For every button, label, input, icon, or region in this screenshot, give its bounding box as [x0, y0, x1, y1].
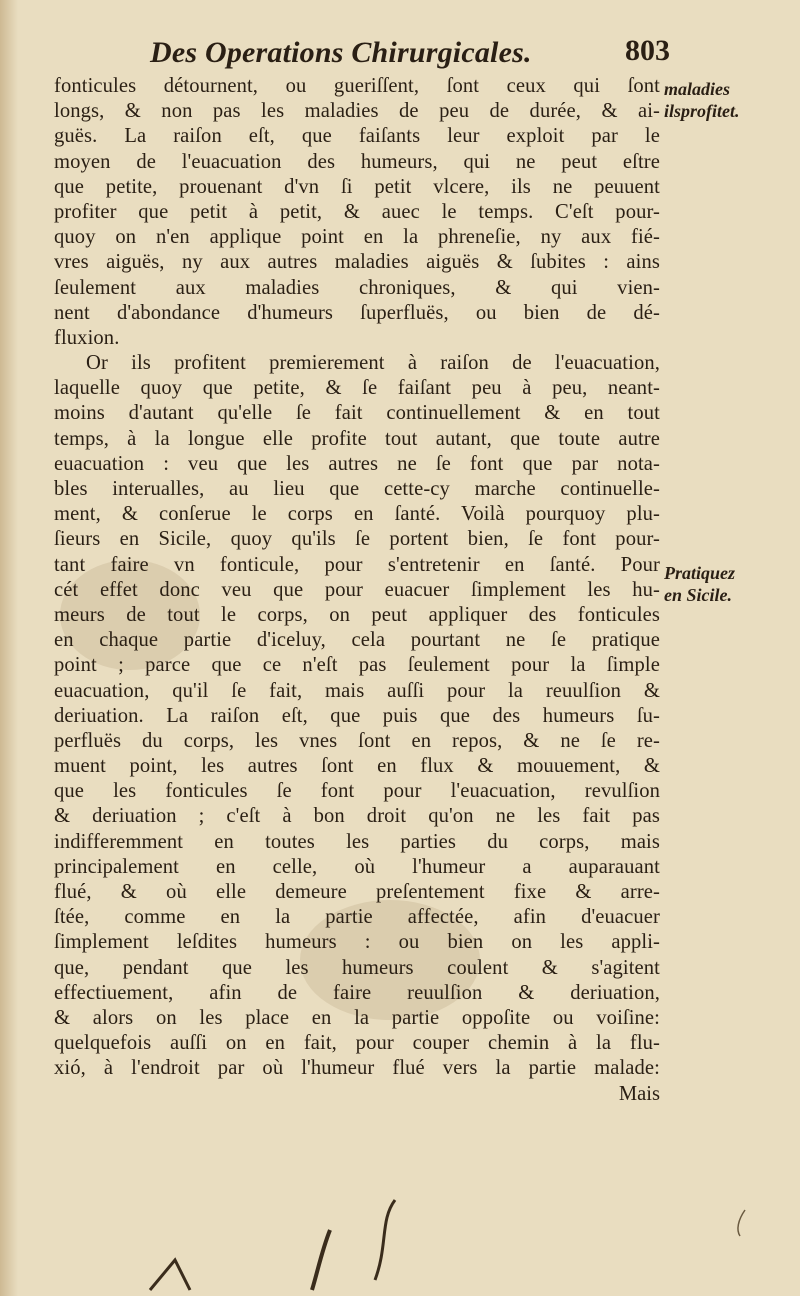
margin-note-line: maladies — [664, 79, 730, 99]
text-line: cét effet donc veu que pour euacuer ſimplement les hu- — [54, 578, 660, 601]
text-line: flué, & où elle demeure preſentement fixe & arre- — [54, 881, 660, 903]
text-line: que petite, prouenant d'vn ſi petit vlcere, ils ne peuuent — [54, 175, 660, 198]
text-line: que les fonticules ſe font pour l'euacuation, revulſion — [54, 780, 660, 803]
text-line: nent d'abondance d'humeurs ſuperfluës, ou bien de dé- — [54, 301, 660, 324]
text-line: & alors on les place en la partie oppoſite ou voiſine: — [54, 1006, 660, 1029]
text-line: euacuation : veu que les autres ne ſe font que par nota- — [54, 452, 660, 475]
text-line: tant faire vn fonticule, pour s'entretenir en ſanté. Pour — [54, 553, 660, 576]
text-line: que, pendant que les humeurs coulent & s'agitent — [54, 956, 660, 979]
text-line: ment, & conſerue le corps en ſanté. Voilà pourquoy plu- — [54, 503, 660, 526]
text-line: vres aiguës, ny aux autres maladies aiguës & ſubites : ains — [54, 251, 660, 274]
text-line: muent point, les autres ſont en flux & mouuement, & — [54, 755, 660, 778]
text-line: bles interualles, au lieu que cette-cy marche continuelle- — [54, 478, 660, 500]
text-line: ſtée, comme en la partie affectée, afin d'euacuer — [54, 906, 660, 929]
text-line: moyen de l'euacuation des humeurs, qui ne peut eſtre — [54, 150, 660, 173]
text-line: temps, à la longue elle profite tout autant, que toute autre — [54, 427, 660, 450]
text-line: & deriuation ; c'eſt à bon droit qu'on ne les fait pas — [54, 805, 660, 828]
text-line: en chaque partie d'iceluy, cela pourtant ne ſe pratique — [54, 629, 660, 652]
text-line: guës. La raiſon eſt, que faiſants leur exploit par le — [54, 125, 660, 148]
text-line: effectiuement, afin de faire reuulſion & deriuation, — [54, 981, 660, 1004]
margin-note-sicile — [664, 562, 735, 606]
text-line: quoy on n'en applique point en la phreneſie, ny aux fié- — [54, 226, 660, 249]
text-line: fluxion. — [54, 326, 120, 349]
text-line: Or ils profitent premierement à raiſon de l'euacuation, — [86, 352, 660, 375]
text-line: point ; parce que ce n'eſt pas ſeulement pour la ſimple — [54, 654, 660, 677]
text-line: ſeulement aux maladies chroniques, & qui vien- — [54, 276, 660, 299]
text-line: meurs de tout le corps, on peut appliquer des fonticules — [54, 603, 660, 626]
text-line: longs, & non pas les maladies de peu de durée, & ai- — [54, 100, 660, 123]
text-line: fonticules détournent, ou gueriſſent, ſont ceux qui ſont — [54, 75, 660, 97]
text-line: indifferemment en toutes les parties du corps, mais — [54, 830, 660, 853]
text-line: quelquefois auſſi on en fait, pour couper chemin à la flu- — [54, 1032, 660, 1055]
text-line: euacuation, qu'il ſe fait, mais auſſi pour la reuulſion & — [54, 679, 660, 702]
text-line: principalement en celle, où l'humeur a auparauant — [54, 855, 660, 878]
margin-note-line: ilsprofitet. — [664, 101, 740, 121]
text-line: ſieurs en Sicile, quoy qu'ils ſe portent bien, ſe font pour- — [54, 528, 660, 551]
margin-note-line: Pratiquez — [664, 563, 736, 583]
ink-bleed-marks — [0, 1150, 800, 1296]
text-line: xió, à l'endroit par où l'humeur flué vers la partie malade: — [54, 1057, 660, 1080]
text-line: deriuation. La raiſon eſt, que puis que des humeurs ſu- — [54, 704, 660, 727]
text-line: ſimplement leſdites humeurs : ou bien on les appli- — [54, 931, 660, 954]
page-number: 803 — [625, 34, 670, 67]
text-line: moins d'autant qu'elle ſe fait continuellement & en tout — [54, 402, 660, 425]
catchword: Mais — [618, 1082, 660, 1105]
running-head: Des Operations Chirurgicales. — [150, 36, 532, 69]
text-line: perfluës du corps, les vnes ſont en repos, & ne ſe re- — [54, 729, 660, 752]
text-line: profiter que petit à petit, & auec le temps. C'eſt pour- — [54, 200, 660, 223]
margin-note-maladies — [664, 78, 740, 122]
body-text — [54, 74, 660, 1107]
text-line: laquelle quoy que petite, & ſe faiſant peu à peu, neant- — [54, 377, 660, 400]
margin-note-line: en Sicile. — [664, 585, 732, 605]
